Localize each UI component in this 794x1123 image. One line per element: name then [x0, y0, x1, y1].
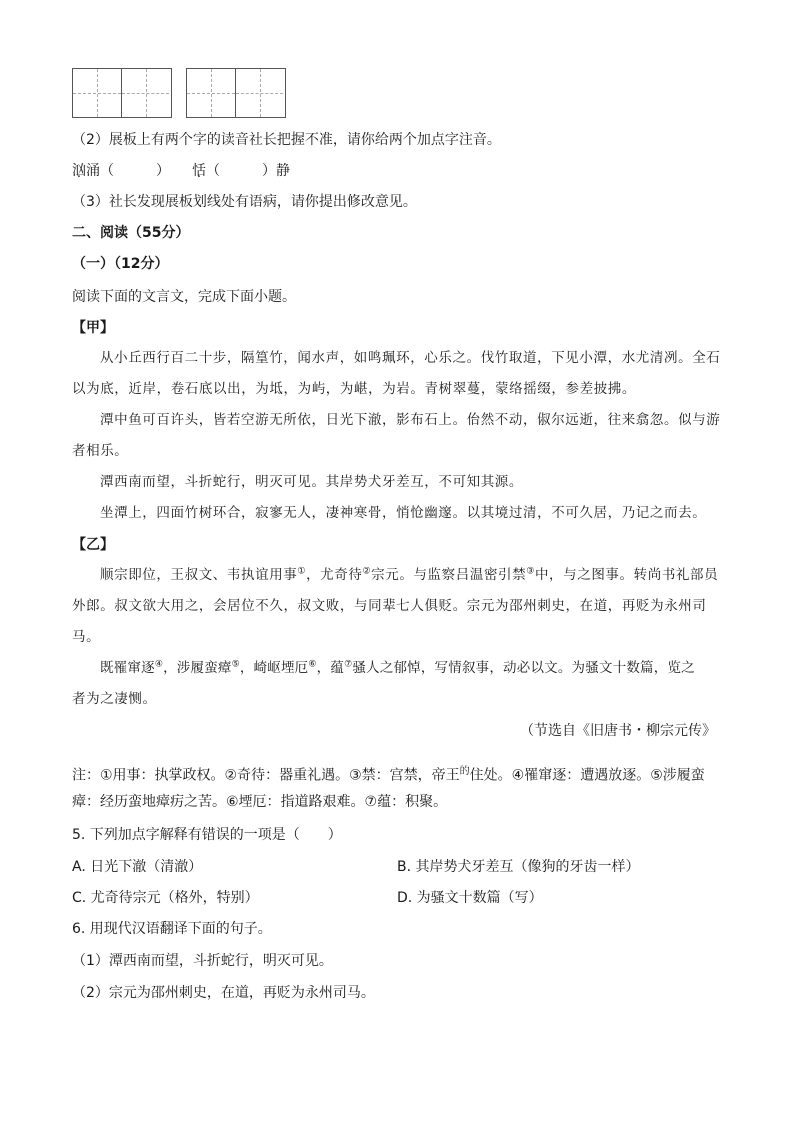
passage-yi-line: 顺宗即位，王叔文、韦执谊用事①，尤奇待②宗元。与监察吕温密引禁③中，与之图事。转尚书礼部员 [100, 566, 719, 583]
passage-yi-label: 【乙】 [72, 537, 114, 553]
option-b[interactable]: B. 其岸势犬牙差互（像狗的牙齿一样） [397, 859, 640, 875]
grid-cell[interactable] [187, 69, 235, 117]
footnote-marker: ⑥ [308, 659, 317, 670]
passage-jia-line: 以为底，近岸，卷石底以出，为坻，为屿，为嵁，为岩。青树翠蔓，蒙络摇缀，参差披拂。 [72, 381, 636, 397]
pinyin-item-1: 汹涌（ ） [72, 163, 170, 179]
footnote-marker: ③ [526, 566, 535, 577]
notes-line: 注：①用事：执掌政权。②奇待：器重礼遇。③禁：宫禁，帝王$^的$住处。④罹窜逐：遭遇放逐。⑤涉履蛮 [72, 766, 705, 784]
section-heading: 二、阅读（55分） [72, 225, 190, 241]
pinyin-blank[interactable]: （ ） [206, 163, 276, 179]
passage-yi-line: 外郎。叔文欲大用之，会居位不久，叔文败，与同辈七人俱贬。宗元为邵州刺史，在道，再贬为永州司 [72, 598, 707, 614]
dotted-char: 汹 [72, 163, 86, 179]
grid-cell[interactable] [73, 69, 121, 117]
pinyin-item-2: 恬（ ）静 [192, 163, 290, 179]
passage-yi-line: 者为之凄恻。 [72, 691, 157, 707]
option-d[interactable]: D. 为骚文十数篇（写） [397, 890, 543, 906]
answer-grid-2[interactable] [186, 68, 286, 118]
passage-jia-label: 【甲】 [72, 320, 114, 336]
passage-yi-line: 既罹窜逐④，涉履蛮瘴⑤，崎岖堙厄⑥，蕴⑦骚人之郁悼，写情叙事，动必以文。为骚文十数篇，览之 [100, 659, 695, 676]
source-citation: （节选自《旧唐书・柳宗元传》 [520, 723, 716, 739]
passage-jia-line: 从小丘西行百二十步，隔篁竹，闻水声，如鸣珮环，心乐之。伐竹取道，下见小潭，水尤清冽。全石 [100, 350, 721, 366]
pinyin-blank[interactable]: （ ） [100, 163, 170, 179]
question-3: （3）社长发现展板划线处有语病，请你提出修改意见。 [72, 194, 417, 210]
subsection-heading: （一）（12分） [72, 256, 169, 272]
question-6-1: （1）潭西南而望，斗折蛇行，明灭可见。 [72, 953, 333, 969]
question-5: 5. 下列加点字解释有错误的一项是（ ） [72, 827, 342, 843]
dotted-char: 恬 [192, 163, 206, 179]
passage-yi-line: 马。 [72, 629, 101, 645]
footnote-marker: ⑤ [231, 659, 240, 670]
instruction: 阅读下面的文言文，完成下面小题。 [72, 289, 296, 305]
passage-jia-line: 潭中鱼可百许头，皆若空游无所依，日光下澈，影布石上。佁然不动，俶尔远逝，往来翕忽。似与游 [100, 412, 721, 428]
option-c[interactable]: C. 尤奇待宗元（格外，特别） [72, 890, 259, 906]
question-2: （2）展板上有两个字的读音社长把握不准，请你给两个加点字注音。 [72, 132, 501, 148]
passage-jia-line: 者相乐。 [72, 443, 129, 459]
question-6: 6. 用现代汉语翻译下面的句子。 [72, 921, 272, 937]
notes-line: 瘴：经历蛮地瘴疠之苦。⑥堙厄：指道路艰难。⑦蕴：积聚。 [72, 794, 448, 810]
footnote-marker: ④ [154, 659, 164, 670]
passage-jia-line: 潭西南而望，斗折蛇行，明灭可见。其岸势犬牙差互，不可知其源。 [100, 474, 523, 490]
passage-jia-line: 坐潭上，四面竹树环合，寂寥无人，凄神寒骨，悄怆幽邃。以其境过清，不可久居，乃记之而去。 [100, 505, 707, 521]
option-a[interactable]: A. 日光下澈（清澈） [72, 859, 203, 875]
answer-grid-1[interactable] [72, 68, 172, 118]
footnote-marker: ⑦ [344, 659, 353, 670]
footnote-marker: ② [362, 566, 372, 577]
footnote-marker: ① [297, 566, 307, 577]
grid-cell[interactable] [235, 69, 283, 117]
question-6-2: （2）宗元为邵州刺史，在道，再贬为永州司马。 [72, 985, 375, 1001]
grid-cell[interactable] [121, 69, 169, 117]
